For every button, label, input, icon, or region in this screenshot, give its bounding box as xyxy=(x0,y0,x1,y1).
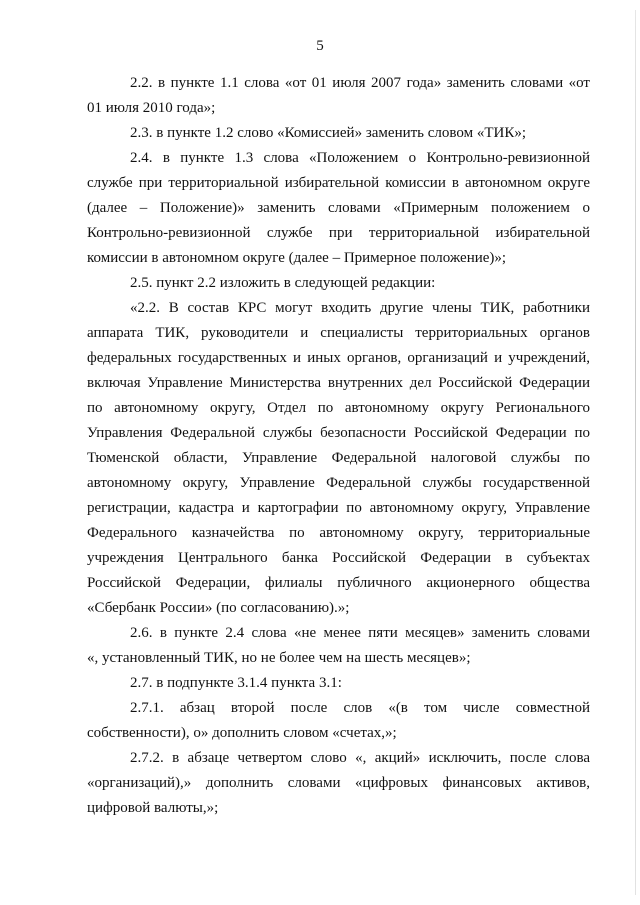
text-line: 2.4. в пункте 1.3 слова «Положением о Контрольно-ревизионной xyxy=(130,150,590,166)
text-line: 2.5. пункт 2.2 изложить в следующей редакции: xyxy=(130,275,436,291)
text-line: Управления Федеральной службы безопасности Российской Федерации по xyxy=(87,425,590,441)
text-line: 2.2. в пункте 1.1 слова «от 01 июля 2007 года» заменить словами «от xyxy=(130,75,590,91)
text-line: (далее – Положение)» заменить словами «Примерным положением о xyxy=(87,200,590,216)
text-line: 2.7.2. в абзаце четвертом слово «, акций» исключить, после слова xyxy=(130,750,590,766)
text-line: федеральных государственных и иных органов, организаций и учреждений, xyxy=(87,350,590,366)
text-line: учреждения Центрального банка Российской Федерации в субъектах xyxy=(87,550,590,566)
text-line: Федерального казначейства по автономному округу, территориальные xyxy=(87,525,590,541)
text-line: автономному округу, Управление Федеральной службы государственной xyxy=(87,475,590,491)
text-line: 2.7.1. абзац второй после слов «(в том числе совместной xyxy=(130,700,590,716)
text-line: Контрольно-ревизионной службе при территориальной избирательной xyxy=(87,225,590,241)
text-line: 2.7. в подпункте 3.1.4 пункта 3.1: xyxy=(130,675,342,691)
text-line: комиссии в автономном округе (далее – Примерное положение)»; xyxy=(87,250,507,266)
text-line: службе при территориальной избирательной комиссии в автономном округе xyxy=(87,175,590,191)
text-line: Тюменской области, Управление Федеральной налоговой службы по xyxy=(87,450,590,466)
text-line: 01 июля 2010 года»; xyxy=(87,100,216,116)
text-line: по автономному округу, Отдел по автономному округу Регионального xyxy=(87,400,590,416)
text-line: «2.2. В состав КРС могут входить другие члены ТИК, работники xyxy=(130,300,590,316)
text-line: «, установленный ТИК, но не более чем на шесть месяцев»; xyxy=(87,650,471,666)
page-number: 5 xyxy=(316,38,324,54)
text-line: аппарата ТИК, руководители и специалисты территориальных органов xyxy=(87,325,590,341)
text-line: регистрации, кадастра и картографии по автономному округу, Управление xyxy=(87,500,590,516)
text-line: 2.3. в пункте 1.2 слово «Комиссией» заменить словом «ТИК»; xyxy=(130,125,527,141)
text-line: собственности), о» дополнить словом «счетах,»; xyxy=(87,725,397,741)
text-line: «организаций),» дополнить словами «цифровых финансовых активов, xyxy=(87,775,590,791)
document-body xyxy=(87,71,590,821)
text-line: цифровой валюты,»; xyxy=(87,800,219,816)
text-line: «Сбербанк России» (по согласованию).»; xyxy=(87,600,350,616)
text-line: 2.6. в пункте 2.4 слова «не менее пяти месяцев» заменить словами xyxy=(130,625,590,641)
text-line: Российской Федерации, филиалы публичного акционерного общества xyxy=(87,575,590,591)
scan-edge-line xyxy=(635,10,636,895)
text-line: включая Управление Министерства внутренних дел Российской Федерации xyxy=(87,375,590,391)
